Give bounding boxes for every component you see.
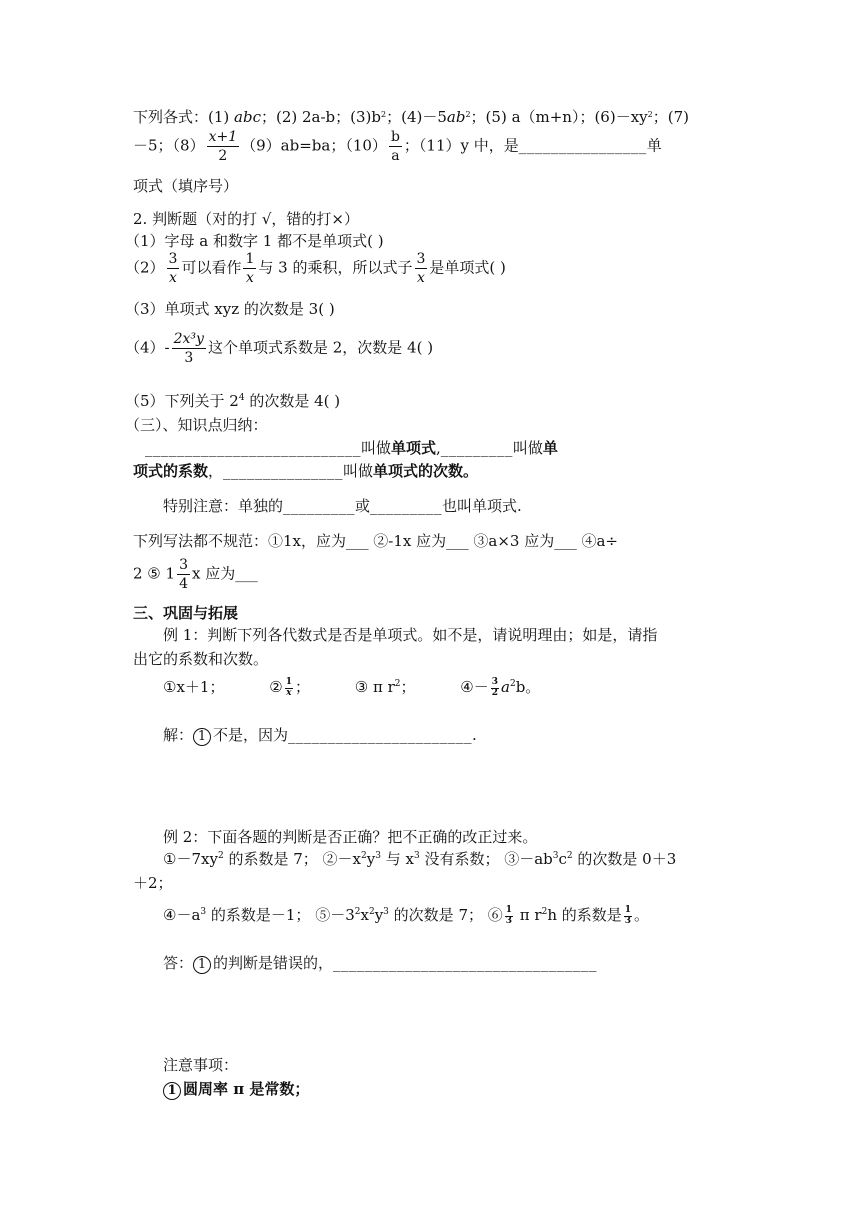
e2-sup: 2 bbox=[566, 851, 573, 861]
fraction-2x3y-3 bbox=[172, 332, 206, 365]
frac-num: 1 bbox=[624, 904, 632, 915]
note-1-text: 圆周率 π 是常数； bbox=[183, 1080, 310, 1098]
e2-sup: 2 bbox=[368, 907, 375, 917]
irr2a: 2 ⑤ 1 bbox=[133, 564, 176, 583]
q2-s5-a: （5）下列关于 2 bbox=[125, 392, 239, 410]
fraction-3-4 bbox=[177, 558, 190, 591]
frac-den: x bbox=[169, 270, 177, 286]
q1-l2-a: －5；（8） bbox=[133, 136, 205, 155]
q1-item-1-value: abc bbox=[234, 108, 261, 126]
q1-sup: 2 bbox=[381, 110, 387, 119]
q1-item-4: ；(4)－5 bbox=[386, 108, 447, 126]
q1-l2-c: ；（11）y 中，是 bbox=[403, 136, 519, 155]
note-b: 或 bbox=[355, 497, 371, 515]
q2-s2-a: （2） bbox=[125, 258, 165, 277]
frac-den: a bbox=[391, 148, 400, 164]
q2-s2-b: 可以看作 bbox=[181, 258, 242, 277]
frac-den: 4 bbox=[179, 576, 188, 592]
example-2-line-2: ＋2； bbox=[133, 874, 173, 892]
e2-text: c bbox=[558, 850, 567, 868]
irregular-line-2 bbox=[133, 558, 258, 591]
q2-s4-a: （4）- bbox=[125, 338, 170, 357]
opt-2b: ； bbox=[294, 678, 310, 696]
example-2-line-3 bbox=[163, 904, 649, 927]
ans-label: 答： bbox=[163, 954, 194, 972]
q2-s2 bbox=[125, 252, 506, 285]
opt-4b: a bbox=[501, 678, 510, 696]
q2-s5 bbox=[125, 390, 340, 411]
e2-text: 的次数是 0＋3 bbox=[572, 850, 677, 868]
opt-3-sup: 2 bbox=[394, 679, 401, 689]
frac-den: 3 bbox=[624, 915, 632, 926]
example-1-options bbox=[163, 676, 540, 699]
opt-4-sup: 2 bbox=[509, 679, 516, 689]
sum-l2b: ， bbox=[208, 462, 224, 480]
example-1-line-2: 出它的系数和次数。 bbox=[133, 650, 269, 668]
q1-line-2 bbox=[133, 130, 662, 163]
example-2-title: 例 2：下面各题的判断是否正确？把不正确的改正过来。 bbox=[163, 828, 538, 846]
q2-s5-b: 的次数是 4( ) bbox=[244, 392, 341, 410]
e2-text: y bbox=[366, 850, 376, 868]
opt-1: ①x＋1； bbox=[163, 678, 225, 696]
answer-blank[interactable]: _______________________. bbox=[288, 726, 478, 744]
circled-number: 1 bbox=[193, 956, 211, 974]
q2-s2-d: 是单项式( ) bbox=[429, 258, 506, 277]
q1-l2-d: 单 bbox=[646, 136, 662, 155]
e2-sup: 2 bbox=[541, 907, 548, 917]
answer-blank[interactable]: _______________ bbox=[223, 462, 344, 480]
q1-items-2-3: ；(2) 2a-b；(3)b bbox=[260, 108, 382, 126]
opt-2: ② bbox=[269, 678, 283, 696]
sol-text: 不是，因为 bbox=[213, 726, 289, 744]
e2-text: ①－7xy bbox=[163, 850, 218, 868]
answer-blank[interactable]: _________________________________ bbox=[333, 954, 598, 972]
frac-num: 1 bbox=[245, 251, 255, 267]
sum-l1e: 单 bbox=[542, 439, 558, 457]
e2-text: 的系数是－1； ⑤－3 bbox=[206, 906, 355, 924]
e2-text: 的次数是 7； ⑥ bbox=[388, 906, 503, 924]
sum-l2a: 项式的系数 bbox=[133, 462, 209, 480]
answer-line bbox=[163, 952, 597, 974]
section-3-title: 三、巩固与拓展 bbox=[133, 604, 239, 622]
e2-sup: 3 bbox=[200, 907, 207, 917]
sum-l2c: 叫做 bbox=[343, 462, 374, 480]
e2-text: ④－a bbox=[163, 906, 201, 924]
frac-num: 1 bbox=[285, 676, 292, 687]
e2-text: h 的系数是 bbox=[547, 906, 622, 924]
q1-item-4-value: ab bbox=[446, 108, 466, 126]
q1-sup: 2 bbox=[465, 110, 471, 119]
summary-line-2 bbox=[133, 460, 478, 481]
q1-line-3: 项式（填序号） bbox=[133, 177, 239, 195]
answer-blank[interactable]: _________ bbox=[440, 439, 513, 457]
q1-l2-b: （9）ab=ba；（10） bbox=[241, 136, 387, 155]
fraction-b-a bbox=[389, 130, 402, 163]
frac-num: 1 bbox=[505, 904, 513, 915]
fraction-3-x-2 bbox=[415, 252, 428, 285]
frac-num: 3 bbox=[491, 676, 499, 687]
q2-s4-b: 这个单项式系数是 2，次数是 4( ) bbox=[207, 338, 434, 357]
answer-blank[interactable]: ___________________________ bbox=[145, 439, 361, 457]
e2-text: x bbox=[360, 906, 369, 924]
frac-den: 3 bbox=[505, 915, 513, 926]
opt-4c: b。 bbox=[515, 678, 541, 696]
answer-blank[interactable]: ________________ bbox=[518, 136, 647, 155]
e2-text: 。 bbox=[634, 906, 650, 924]
frac-num: 3 bbox=[179, 557, 188, 573]
e2-sup: 2 bbox=[217, 851, 224, 861]
fraction-3-2-small bbox=[491, 678, 499, 699]
e2-sup: 3 bbox=[413, 851, 420, 861]
q2-s1: （1）字母 a 和数字 1 都不是单项式( ) bbox=[125, 232, 384, 250]
sum-l1a: 叫做 bbox=[361, 439, 392, 457]
frac-num: b bbox=[390, 129, 400, 145]
fraction-1-x-small bbox=[285, 678, 293, 699]
frac-den: x bbox=[286, 687, 292, 698]
e2-text: π r bbox=[515, 906, 542, 924]
q1-sup: 2 bbox=[647, 110, 653, 119]
fraction-1-3-small bbox=[505, 906, 513, 927]
q1-item-1: (1) bbox=[208, 108, 235, 126]
ans-text: 的判断是错误的， bbox=[213, 954, 334, 972]
e2-text: 的系数是 7； ②－x bbox=[223, 850, 361, 868]
e2-text: y bbox=[374, 906, 384, 924]
irr2b: x 应为___ bbox=[192, 564, 258, 583]
e2-sup: 2 bbox=[360, 851, 367, 861]
frac-den: 3 bbox=[184, 350, 194, 366]
fraction-1-x bbox=[243, 252, 256, 285]
frac-num: 3 bbox=[168, 251, 178, 267]
e2-sup: 3 bbox=[552, 851, 559, 861]
example-2-line-1 bbox=[163, 848, 676, 869]
q1-items-5-6: ；(5) a（m+n）；(6)－xy bbox=[470, 108, 648, 126]
e2-text: 没有系数； ③－ab bbox=[419, 850, 553, 868]
q2-s4 bbox=[125, 332, 433, 365]
circled-number: 1 bbox=[163, 1082, 181, 1100]
circled-number: 1 bbox=[193, 728, 211, 746]
sum-l2d: 单项式的次数。 bbox=[373, 462, 479, 480]
sum-l1b: 单项式 bbox=[391, 439, 437, 457]
frac-den: 2 bbox=[218, 148, 228, 164]
q1-item-7: ；(7) bbox=[652, 108, 689, 126]
e2-sup: 3 bbox=[383, 907, 389, 917]
answer-blank[interactable]: _________ bbox=[283, 497, 356, 515]
q2-s2-c: 与 3 的乘积，所以式子 bbox=[258, 258, 413, 277]
sol-label: 解： bbox=[163, 726, 194, 744]
note-1 bbox=[163, 1078, 309, 1100]
q2-s3: （3）单项式 xyz 的次数是 3( ) bbox=[125, 300, 335, 318]
frac-num: 3 bbox=[416, 251, 426, 267]
summary-title: （三）、知识点归纳： bbox=[125, 416, 268, 434]
q1-prefix: 下列各式： bbox=[133, 108, 209, 126]
notes-title: 注意事项： bbox=[163, 1056, 239, 1074]
e2-sup: 3 bbox=[375, 851, 381, 861]
opt-4: ④－ bbox=[460, 678, 489, 696]
note-c: 也叫单项式. bbox=[442, 497, 522, 515]
frac-den: x bbox=[245, 270, 254, 286]
sum-l1d: 叫做 bbox=[512, 439, 543, 457]
opt-3b: ； bbox=[400, 678, 416, 696]
frac-den: x bbox=[417, 270, 425, 286]
solution-line bbox=[163, 724, 477, 746]
fraction-1-3-small-2 bbox=[624, 906, 632, 927]
frac-num: x+1 bbox=[208, 129, 238, 145]
answer-blank[interactable]: _________ bbox=[370, 497, 443, 515]
q2-s5-sup: 4 bbox=[238, 393, 245, 403]
example-1-line-1: 例 1：判断下列各代数式是否是单项式。如不是，请说明理由；如是，请指 bbox=[163, 626, 658, 644]
frac-num: 2x³y bbox=[173, 331, 204, 347]
frac-den: 2 bbox=[491, 687, 499, 698]
e2-text: 与 x bbox=[380, 850, 414, 868]
opt-3: ③ π r bbox=[354, 678, 395, 696]
e2-sup: 2 bbox=[354, 907, 361, 917]
q1-line-1 bbox=[133, 106, 689, 127]
special-note bbox=[163, 495, 522, 516]
q2-title: 2. 判断题（对的打 √，错的打×） bbox=[133, 210, 359, 228]
sum-l1c: , bbox=[436, 439, 441, 457]
fraction-x1-2 bbox=[207, 130, 240, 163]
note-a: 特别注意：单独的 bbox=[163, 497, 284, 515]
summary-line-1 bbox=[145, 437, 558, 458]
irregular-line-1: 下列写法都不规范：①1x，应为___ ②-1x 应为___ ③a×3 应为___ ④a÷ bbox=[133, 532, 618, 550]
fraction-3-x bbox=[167, 252, 180, 285]
